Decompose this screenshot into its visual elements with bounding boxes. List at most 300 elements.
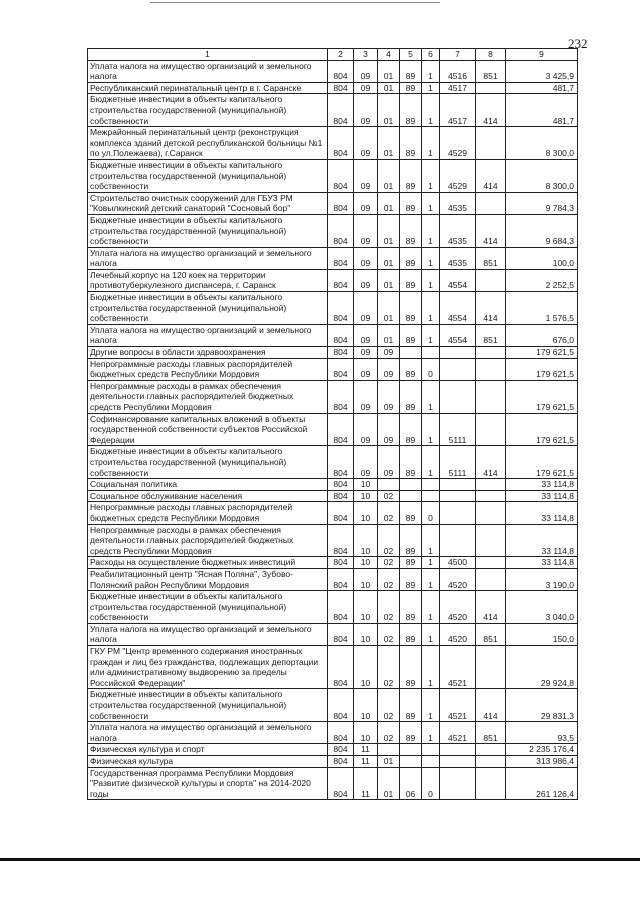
subprogram-cell: 1 <box>422 722 440 744</box>
amount-cell: 179 621,5 <box>506 446 578 479</box>
subsection-cell: 01 <box>378 247 400 269</box>
program-cell <box>400 347 422 359</box>
item-name-cell: Межрайонный перинатальный центр (реконструкция комплекса зданий детской республиканской больницы №1 по ул.Полежаева), г.Саранск <box>88 127 328 160</box>
direction-cell: 4520 <box>440 568 476 590</box>
admin-code-cell: 804 <box>328 269 354 291</box>
subprogram-cell: 1 <box>422 82 440 94</box>
amount-cell: 313 986,4 <box>506 756 578 768</box>
section-cell: 09 <box>354 247 378 269</box>
section-cell: 09 <box>354 269 378 291</box>
subprogram-cell: 1 <box>422 380 440 413</box>
subprogram-cell: 1 <box>422 94 440 127</box>
section-cell: 09 <box>354 214 378 247</box>
item-name-cell: Социальное обслуживание населения <box>88 490 328 502</box>
direction-cell <box>440 767 476 800</box>
item-name-cell: Уплата налога на имущество организаций и земельного налога <box>88 60 328 82</box>
table-row <box>88 214 578 247</box>
table-row <box>88 568 578 590</box>
subsection-cell: 02 <box>378 623 400 645</box>
direction-cell: 4500 <box>440 557 476 569</box>
scan-top-line <box>150 2 440 3</box>
item-name-cell: Уплата налога на имущество организаций и земельного налога <box>88 722 328 744</box>
program-cell: 89 <box>400 524 422 557</box>
subprogram-cell: 1 <box>422 159 440 192</box>
direction-cell: 4520 <box>440 591 476 624</box>
program-cell: 89 <box>400 127 422 160</box>
table-row <box>88 247 578 269</box>
table-row <box>88 94 578 127</box>
section-cell: 10 <box>354 524 378 557</box>
amount-cell: 33 114,8 <box>506 524 578 557</box>
item-name-cell: Софинансирование капитальных вложений в объекты государственной собственности субъектов Российской Федерации <box>88 413 328 446</box>
subprogram-cell: 1 <box>422 60 440 82</box>
direction-cell <box>440 347 476 359</box>
amount-cell: 261 126,4 <box>506 767 578 800</box>
direction-cell <box>440 380 476 413</box>
expense-type-cell: 851 <box>476 247 506 269</box>
expense-type-cell: 414 <box>476 214 506 247</box>
expense-type-cell: 414 <box>476 94 506 127</box>
section-cell: 10 <box>354 722 378 744</box>
section-cell: 10 <box>354 490 378 502</box>
direction-cell: 4535 <box>440 192 476 214</box>
program-cell: 89 <box>400 502 422 524</box>
expense-type-cell <box>476 502 506 524</box>
section-cell: 11 <box>354 756 378 768</box>
table-header-row <box>88 49 578 61</box>
amount-cell: 179 621,5 <box>506 413 578 446</box>
admin-code-cell: 804 <box>328 689 354 722</box>
amount-cell: 93,5 <box>506 722 578 744</box>
table-row <box>88 767 578 800</box>
item-name-cell: Непрограммные расходы главных распорядителей бюджетных средств Республики Мордовия <box>88 502 328 524</box>
amount-cell: 8 300,0 <box>506 159 578 192</box>
expense-type-cell <box>476 347 506 359</box>
program-cell <box>400 479 422 491</box>
item-name-cell: Бюджетные инвестиции в объекты капитального строительства государственной (муниципальной) собственности <box>88 689 328 722</box>
admin-code-cell: 804 <box>328 127 354 160</box>
subprogram-cell: 1 <box>422 324 440 346</box>
item-name-cell: Бюджетные инвестиции в объекты капитального строительства государственной (муниципальной) собственности <box>88 591 328 624</box>
subprogram-cell: 1 <box>422 214 440 247</box>
subsection-cell: 01 <box>378 159 400 192</box>
admin-code-cell: 804 <box>328 490 354 502</box>
subsection-cell: 02 <box>378 568 400 590</box>
expense-type-cell <box>476 479 506 491</box>
table-row <box>88 591 578 624</box>
section-cell: 09 <box>354 292 378 325</box>
subprogram-cell: 1 <box>422 292 440 325</box>
item-name-cell: Республиканский перинатальный центр в г. Саранске <box>88 82 328 94</box>
section-cell: 10 <box>354 591 378 624</box>
admin-code-cell: 804 <box>328 247 354 269</box>
admin-code-cell: 804 <box>328 324 354 346</box>
direction-cell: 4516 <box>440 60 476 82</box>
table-row <box>88 127 578 160</box>
subsection-cell: 02 <box>378 722 400 744</box>
column-header: 6 <box>422 49 440 61</box>
subsection-cell: 02 <box>378 557 400 569</box>
table-row <box>88 722 578 744</box>
table-row <box>88 557 578 569</box>
table-row <box>88 413 578 446</box>
program-cell: 89 <box>400 591 422 624</box>
amount-cell: 3 190,0 <box>506 568 578 590</box>
subprogram-cell: 1 <box>422 623 440 645</box>
expense-type-cell <box>476 269 506 291</box>
direction-cell <box>440 524 476 557</box>
admin-code-cell: 804 <box>328 646 354 689</box>
item-name-cell: Государственная программа Республики Мордовия "Развитие физической культуры и спорта" на 2014-2020 годы <box>88 767 328 800</box>
subsection-cell: 09 <box>378 413 400 446</box>
item-name-cell: Бюджетные инвестиции в объекты капитального строительства государственной (муниципальной) собственности <box>88 214 328 247</box>
subprogram-cell: 1 <box>422 646 440 689</box>
column-header: 2 <box>328 49 354 61</box>
section-cell: 10 <box>354 646 378 689</box>
expense-type-cell <box>476 646 506 689</box>
budget-table-container <box>87 48 578 800</box>
item-name-cell: Уплата налога на имущество организаций и земельного налога <box>88 623 328 645</box>
direction-cell: 4521 <box>440 646 476 689</box>
expense-type-cell <box>476 756 506 768</box>
item-name-cell: Уплата налога на имущество организаций и земельного налога <box>88 324 328 346</box>
subsection-cell: 01 <box>378 324 400 346</box>
item-name-cell: Бюджетные инвестиции в объекты капитального строительства государственной (муниципальной) собственности <box>88 446 328 479</box>
section-cell: 09 <box>354 324 378 346</box>
admin-code-cell: 804 <box>328 347 354 359</box>
admin-code-cell: 804 <box>328 479 354 491</box>
table-row <box>88 192 578 214</box>
subprogram-cell <box>422 347 440 359</box>
page-number: 232 <box>568 36 588 51</box>
expense-type-cell: 851 <box>476 60 506 82</box>
section-cell: 09 <box>354 127 378 160</box>
item-name-cell: Бюджетные инвестиции в объекты капитального строительства государственной (муниципальной) собственности <box>88 292 328 325</box>
item-name-cell: Расходы на осуществление бюджетных инвестиций <box>88 557 328 569</box>
admin-code-cell: 804 <box>328 623 354 645</box>
item-name-cell: Бюджетные инвестиции в объекты капитального строительства государственной (муниципальной) собственности <box>88 159 328 192</box>
program-cell: 89 <box>400 413 422 446</box>
subsection-cell: 09 <box>378 358 400 380</box>
table-row <box>88 502 578 524</box>
item-name-cell: Социальная политика <box>88 479 328 491</box>
subprogram-cell: 1 <box>422 591 440 624</box>
table-row <box>88 689 578 722</box>
amount-cell: 33 114,8 <box>506 479 578 491</box>
subprogram-cell: 1 <box>422 568 440 590</box>
table-row <box>88 490 578 502</box>
table-row <box>88 446 578 479</box>
program-cell: 89 <box>400 557 422 569</box>
item-name-cell: Непрограммные расходы в рамках обеспечения деятельности главных распорядителей бюджетных средств Республики Мордовия <box>88 380 328 413</box>
direction-cell: 4554 <box>440 292 476 325</box>
expense-type-cell <box>476 380 506 413</box>
program-cell: 89 <box>400 192 422 214</box>
subprogram-cell: 0 <box>422 358 440 380</box>
direction-cell: 4554 <box>440 324 476 346</box>
subsection-cell: 09 <box>378 446 400 479</box>
admin-code-cell: 804 <box>328 380 354 413</box>
direction-cell <box>440 479 476 491</box>
expense-type-cell <box>476 744 506 756</box>
subsection-cell: 01 <box>378 60 400 82</box>
section-cell: 09 <box>354 159 378 192</box>
expense-type-cell <box>476 82 506 94</box>
item-name-cell: Бюджетные инвестиции в объекты капитального строительства государственной (муниципальной) собственности <box>88 94 328 127</box>
direction-cell: 4554 <box>440 269 476 291</box>
section-cell: 09 <box>354 380 378 413</box>
admin-code-cell: 804 <box>328 767 354 800</box>
amount-cell: 100,0 <box>506 247 578 269</box>
table-row <box>88 347 578 359</box>
direction-cell: 4521 <box>440 689 476 722</box>
admin-code-cell: 804 <box>328 214 354 247</box>
subprogram-cell <box>422 744 440 756</box>
section-cell: 10 <box>354 557 378 569</box>
subsection-cell: 01 <box>378 94 400 127</box>
section-cell: 09 <box>354 82 378 94</box>
subprogram-cell: 0 <box>422 502 440 524</box>
table-row <box>88 292 578 325</box>
program-cell: 89 <box>400 214 422 247</box>
section-cell: 09 <box>354 446 378 479</box>
bottom-rule <box>0 858 640 861</box>
item-name-cell: ГКУ РМ "Центр временного содержания иностранных граждан и лиц без гражданства, подлежащих депортации или административному выдворению за пределы Российской Федерации" <box>88 646 328 689</box>
admin-code-cell: 804 <box>328 358 354 380</box>
admin-code-cell: 804 <box>328 192 354 214</box>
subprogram-cell <box>422 490 440 502</box>
amount-cell: 33 114,8 <box>506 490 578 502</box>
item-name-cell: Реабилитационный центр "Ясная Поляна", Зубово-Полянский район Республики Мордовия <box>88 568 328 590</box>
item-name-cell: Лечебный корпус на 120 коек на территории противотуберкулезного диспансера, г. Саранск <box>88 269 328 291</box>
expense-type-cell: 414 <box>476 159 506 192</box>
section-cell: 10 <box>354 502 378 524</box>
admin-code-cell: 804 <box>328 744 354 756</box>
subsection-cell: 09 <box>378 380 400 413</box>
expense-type-cell: 414 <box>476 446 506 479</box>
amount-cell: 3 425,9 <box>506 60 578 82</box>
table-row <box>88 159 578 192</box>
admin-code-cell: 804 <box>328 502 354 524</box>
amount-cell: 481,7 <box>506 82 578 94</box>
table-row <box>88 479 578 491</box>
program-cell <box>400 490 422 502</box>
expense-type-cell <box>476 767 506 800</box>
table-row <box>88 60 578 82</box>
amount-cell: 8 300,0 <box>506 127 578 160</box>
expense-type-cell: 414 <box>476 689 506 722</box>
amount-cell: 2 235 176,4 <box>506 744 578 756</box>
table-row <box>88 623 578 645</box>
table-row <box>88 358 578 380</box>
admin-code-cell: 804 <box>328 292 354 325</box>
expense-type-cell: 851 <box>476 623 506 645</box>
amount-cell: 150,0 <box>506 623 578 645</box>
direction-cell <box>440 756 476 768</box>
direction-cell: 5111 <box>440 413 476 446</box>
admin-code-cell: 804 <box>328 94 354 127</box>
program-cell: 06 <box>400 767 422 800</box>
admin-code-cell: 804 <box>328 413 354 446</box>
direction-cell: 4529 <box>440 127 476 160</box>
expense-type-cell <box>476 358 506 380</box>
direction-cell: 4521 <box>440 722 476 744</box>
item-name-cell: Непрограммные расходы главных распорядителей бюджетных средств Республики Мордовия <box>88 358 328 380</box>
table-row <box>88 82 578 94</box>
admin-code-cell: 804 <box>328 756 354 768</box>
amount-cell: 9 684,3 <box>506 214 578 247</box>
column-header: 7 <box>440 49 476 61</box>
section-cell: 10 <box>354 479 378 491</box>
admin-code-cell: 804 <box>328 568 354 590</box>
table-row <box>88 744 578 756</box>
program-cell: 89 <box>400 269 422 291</box>
section-cell: 10 <box>354 689 378 722</box>
column-header: 4 <box>378 49 400 61</box>
amount-cell: 179 621,5 <box>506 380 578 413</box>
section-cell: 10 <box>354 623 378 645</box>
subprogram-cell <box>422 479 440 491</box>
expense-type-cell <box>476 568 506 590</box>
subsection-cell <box>378 744 400 756</box>
amount-cell: 33 114,8 <box>506 557 578 569</box>
item-name-cell: Непрограммные расходы в рамках обеспечения деятельности главных распорядителей бюджетных средств Республики Мордовия <box>88 524 328 557</box>
program-cell: 89 <box>400 82 422 94</box>
subsection-cell: 02 <box>378 689 400 722</box>
expense-type-cell: 414 <box>476 292 506 325</box>
item-name-cell: Строительство очистных сооружений для ГБУЗ РМ "Ковылкинский детский санаторий "Сосновый бор" <box>88 192 328 214</box>
section-cell: 09 <box>354 413 378 446</box>
column-header: 1 <box>88 49 328 61</box>
program-cell: 89 <box>400 568 422 590</box>
subprogram-cell: 1 <box>422 127 440 160</box>
subprogram-cell: 1 <box>422 446 440 479</box>
subprogram-cell: 1 <box>422 524 440 557</box>
program-cell: 89 <box>400 380 422 413</box>
item-name-cell: Физическая культура <box>88 756 328 768</box>
program-cell: 89 <box>400 722 422 744</box>
subsection-cell: 02 <box>378 591 400 624</box>
direction-cell: 4517 <box>440 82 476 94</box>
program-cell: 89 <box>400 689 422 722</box>
subprogram-cell <box>422 756 440 768</box>
subprogram-cell: 1 <box>422 269 440 291</box>
section-cell: 09 <box>354 60 378 82</box>
item-name-cell: Физическая культура и спорт <box>88 744 328 756</box>
subsection-cell: 01 <box>378 756 400 768</box>
program-cell: 89 <box>400 324 422 346</box>
amount-cell: 33 114,8 <box>506 502 578 524</box>
program-cell: 89 <box>400 292 422 325</box>
item-name-cell: Другие вопросы в области здравоохранения <box>88 347 328 359</box>
program-cell <box>400 744 422 756</box>
admin-code-cell: 804 <box>328 557 354 569</box>
admin-code-cell: 804 <box>328 524 354 557</box>
direction-cell <box>440 358 476 380</box>
admin-code-cell: 804 <box>328 159 354 192</box>
direction-cell: 4535 <box>440 247 476 269</box>
column-header: 9 <box>506 49 578 61</box>
admin-code-cell: 804 <box>328 60 354 82</box>
program-cell: 89 <box>400 94 422 127</box>
amount-cell: 179 621,5 <box>506 358 578 380</box>
subsection-cell: 01 <box>378 269 400 291</box>
subsection-cell: 02 <box>378 524 400 557</box>
subprogram-cell: 1 <box>422 689 440 722</box>
expense-type-cell <box>476 490 506 502</box>
expense-type-cell <box>476 127 506 160</box>
subsection-cell: 01 <box>378 82 400 94</box>
amount-cell: 3 040,0 <box>506 591 578 624</box>
subsection-cell: 01 <box>378 292 400 325</box>
expense-type-cell <box>476 192 506 214</box>
amount-cell: 676,0 <box>506 324 578 346</box>
direction-cell: 5111 <box>440 446 476 479</box>
amount-cell: 2 252,5 <box>506 269 578 291</box>
subsection-cell <box>378 479 400 491</box>
expense-type-cell <box>476 524 506 557</box>
subsection-cell: 02 <box>378 502 400 524</box>
column-header: 8 <box>476 49 506 61</box>
expense-type-cell: 851 <box>476 722 506 744</box>
table-row <box>88 324 578 346</box>
column-header: 5 <box>400 49 422 61</box>
direction-cell: 4517 <box>440 94 476 127</box>
admin-code-cell: 804 <box>328 591 354 624</box>
amount-cell: 179 621,5 <box>506 347 578 359</box>
subprogram-cell: 1 <box>422 247 440 269</box>
direction-cell: 4529 <box>440 159 476 192</box>
section-cell: 11 <box>354 744 378 756</box>
table-row <box>88 380 578 413</box>
program-cell: 89 <box>400 623 422 645</box>
table-row <box>88 269 578 291</box>
amount-cell: 1 576,5 <box>506 292 578 325</box>
expense-type-cell <box>476 557 506 569</box>
direction-cell <box>440 490 476 502</box>
amount-cell: 9 784,3 <box>506 192 578 214</box>
budget-table <box>87 48 578 800</box>
expense-type-cell <box>476 413 506 446</box>
subsection-cell: 01 <box>378 127 400 160</box>
direction-cell: 4520 <box>440 623 476 645</box>
subprogram-cell: 0 <box>422 767 440 800</box>
program-cell: 89 <box>400 247 422 269</box>
subsection-cell: 02 <box>378 646 400 689</box>
program-cell: 89 <box>400 646 422 689</box>
program-cell: 89 <box>400 159 422 192</box>
subprogram-cell: 1 <box>422 413 440 446</box>
column-header: 3 <box>354 49 378 61</box>
program-cell: 89 <box>400 446 422 479</box>
subsection-cell: 01 <box>378 767 400 800</box>
amount-cell: 29 924,8 <box>506 646 578 689</box>
expense-type-cell: 851 <box>476 324 506 346</box>
program-cell: 89 <box>400 60 422 82</box>
section-cell: 11 <box>354 767 378 800</box>
budget-table-body <box>88 49 578 800</box>
section-cell: 10 <box>354 568 378 590</box>
direction-cell <box>440 502 476 524</box>
subsection-cell: 09 <box>378 347 400 359</box>
table-row <box>88 756 578 768</box>
admin-code-cell: 804 <box>328 82 354 94</box>
section-cell: 09 <box>354 192 378 214</box>
program-cell: 89 <box>400 358 422 380</box>
subprogram-cell: 1 <box>422 557 440 569</box>
expense-type-cell: 414 <box>476 591 506 624</box>
direction-cell <box>440 744 476 756</box>
